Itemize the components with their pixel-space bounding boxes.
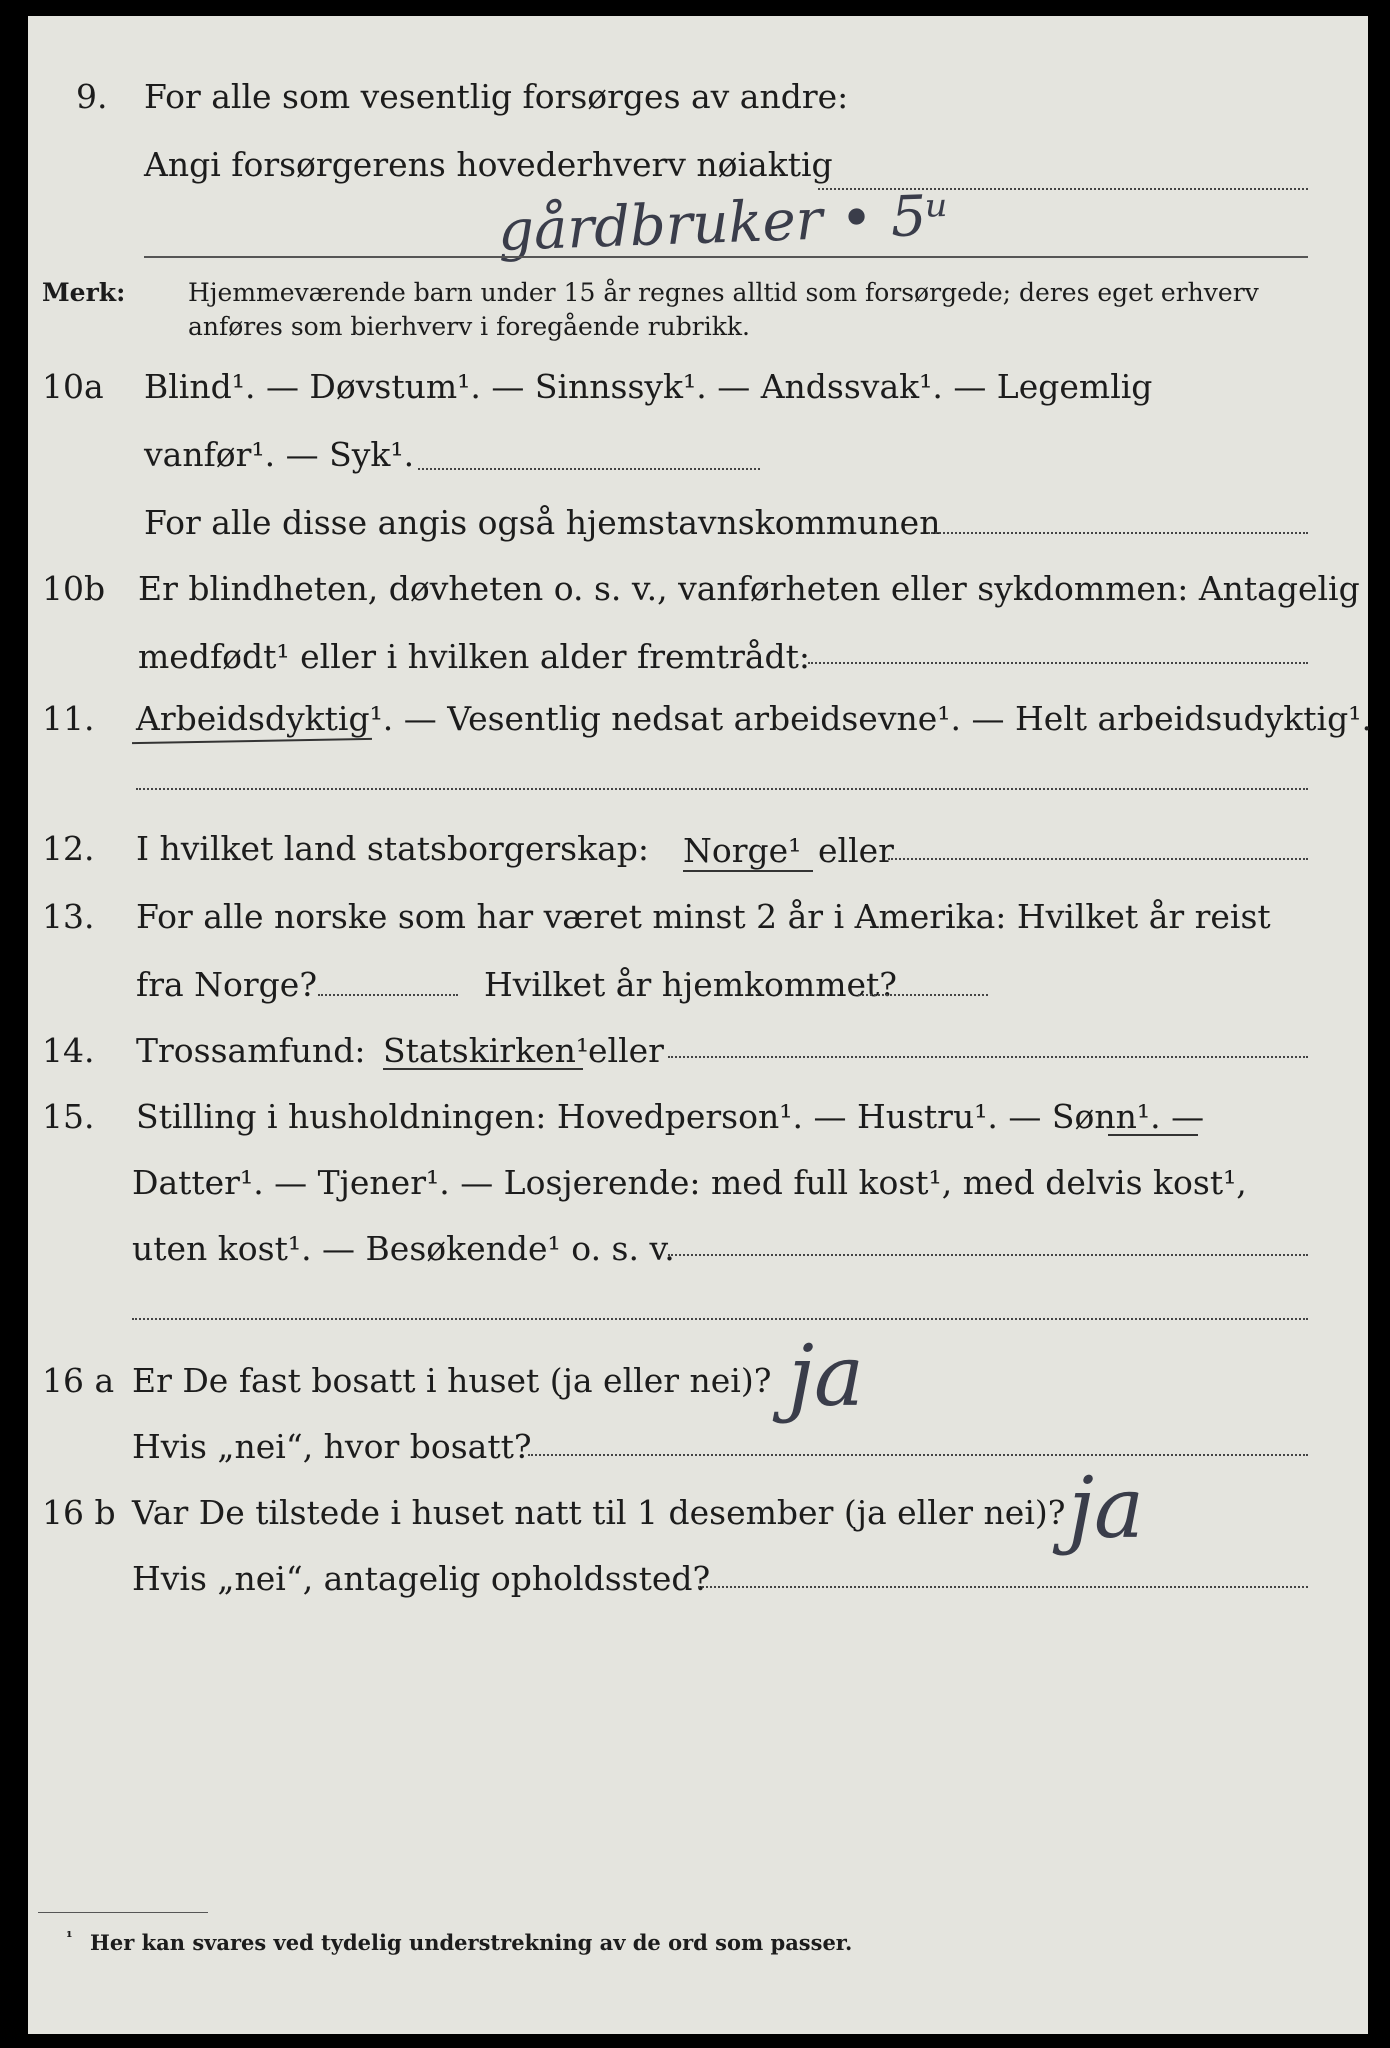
footnote-mark: ¹ [66, 1928, 73, 1946]
q12-answer-line [888, 858, 1308, 860]
q16a-followup: Hvis „nei“, hvor bosatt? [132, 1427, 532, 1466]
q15-answer-line-1 [668, 1254, 1308, 1256]
q13-hjemkommet-label: Hvilket år hjemkommet? [484, 965, 897, 1004]
q9-number: 9. [76, 77, 108, 116]
q12-norge-option: Norge¹ [683, 831, 802, 870]
q14-label: Trossamfund: [136, 1031, 366, 1070]
q15-answer-line-2 [132, 1318, 1308, 1320]
q16a-answer-line [528, 1454, 1308, 1456]
q14-number: 14. [42, 1031, 95, 1070]
merk-label: Merk: [42, 278, 126, 307]
footnote-text: Her kan svares ved tydelig understrekning av de ord som passer. [90, 1930, 853, 1955]
q13-number: 13. [42, 897, 95, 936]
footnote-rule [38, 1912, 208, 1913]
q10a-answer-line-1 [418, 468, 760, 470]
q9-question: For alle som vesentlig forsørges av andre: [144, 77, 849, 116]
q16b-number: 16 b [42, 1493, 116, 1532]
q16b-answer-line [698, 1586, 1308, 1588]
q15-line-1: Stilling i husholdningen: Hovedperson¹. — Hustru¹. — Sønn¹. — [136, 1097, 1205, 1136]
q9-handwritten-answer[interactable]: gårdbruker • 5ᵘ [496, 183, 950, 264]
q12-underline-mark [683, 870, 813, 872]
q15-line-3: uten kost¹. — Besøkende¹ o. s. v. [132, 1229, 675, 1268]
q12-eller: eller [818, 831, 894, 870]
q16b-question: Var De tilstede i huset natt til 1 desember (ja eller nei)? [132, 1493, 1066, 1532]
q9-answer-line-2 [144, 256, 1308, 258]
q16b-handwritten-answer[interactable]: ja [1068, 1459, 1145, 1557]
q11-answer-line [136, 788, 1308, 790]
q12-question: I hvilket land statsborgerskap: [136, 829, 650, 868]
q10a-line-3: For alle disse angis også hjemstavnskommunen [144, 503, 941, 542]
q11-underline-mark [132, 738, 372, 744]
q12-number: 12. [42, 829, 95, 868]
merk-line-1: Hjemmeværende barn under 15 år regnes alltid som forsørgede; deres eget erhverv [188, 278, 1259, 307]
q9-prompt: Angi forsørgerens hovederhverv nøiaktig [144, 145, 833, 184]
q15-underline-mark [1108, 1134, 1198, 1136]
q15-number: 15. [42, 1097, 95, 1136]
q13-reist-label: fra Norge? [136, 965, 318, 1004]
q13-line-1: For alle norske som har været minst 2 år i Amerika: Hvilket år reist [136, 897, 1271, 936]
q13-reist-line [318, 994, 458, 996]
q16b-followup: Hvis „nei“, antagelig opholdssted? [132, 1559, 711, 1598]
q14-eller: eller [588, 1031, 664, 1070]
q10a-answer-line-2 [928, 532, 1308, 534]
q11-options: Arbeidsdyktig¹. — Vesentlig nedsat arbeidsevne¹. — Helt arbeidsudyktig¹. [136, 699, 1372, 738]
q14-statskirken-option: Statskirken¹ [383, 1031, 590, 1070]
q16a-number: 16 a [42, 1361, 115, 1400]
q10a-line-1: Blind¹. — Døvstum¹. — Sinnssyk¹. — Andssvak¹. — Legemlig [144, 367, 1153, 406]
q10a-line-2: vanfør¹. — Syk¹. [144, 435, 415, 474]
q14-answer-line [668, 1056, 1308, 1058]
q10b-number: 10b [42, 569, 106, 608]
q10b-line-2: medfødt¹ eller i hvilken alder fremtrådt: [138, 637, 811, 676]
q13-hjemkommet-line [858, 994, 988, 996]
q10b-line-1: Er blindheten, døvheten o. s. v., vanførheten eller sykdommen: Antagelig [138, 569, 1360, 608]
q16a-question: Er De fast bosatt i huset (ja eller nei)? [132, 1361, 772, 1400]
q11-number: 11. [42, 699, 95, 738]
merk-line-2: anføres som bierhverv i foregående rubrikk. [188, 312, 750, 341]
q10a-number: 10a [42, 367, 104, 406]
q15-line-2: Datter¹. — Tjener¹. — Losjerende: med full kost¹, med delvis kost¹, [132, 1163, 1247, 1202]
q10b-answer-line [808, 662, 1308, 664]
q16a-handwritten-answer[interactable]: ja [788, 1327, 865, 1425]
form-sheet [28, 16, 1372, 2034]
q14-underline-mark [383, 1068, 583, 1070]
